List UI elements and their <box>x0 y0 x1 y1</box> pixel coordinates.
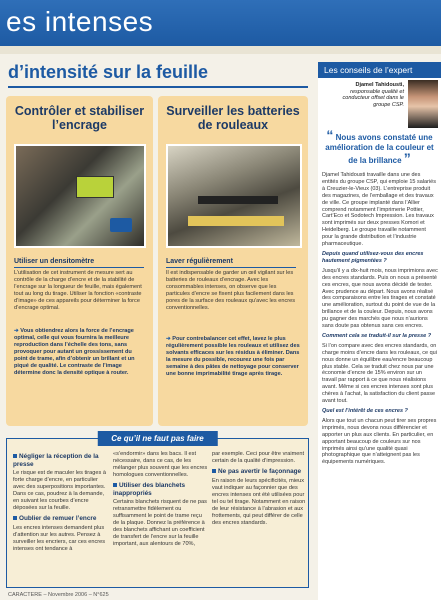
arrow-icon: ➔ <box>14 328 21 334</box>
accessibility-sign-icon <box>110 218 132 232</box>
console-screen <box>76 176 114 198</box>
header-title: es intenses <box>6 6 154 37</box>
interview-question: Comment cela se traduit-il sur la presse ? <box>322 332 432 339</box>
panel-inking-subheading: Utiliser un densitomètre <box>14 258 95 265</box>
bullet-square-icon <box>13 454 17 458</box>
roller-photo <box>166 144 302 248</box>
dont-do-item-text: par exemple. Ceci pour être vraiment certain de la qualité d’impression. <box>212 451 305 464</box>
interview-answer: Jusqu’il y a dix-huit mois, nous imprimions avec des encres standards. Puis on nous a présenté ces encres, que nous avons décidé de tester. Avec prudence au départ. Nous avons réalisé des comparaisons entre les tirages et constaté une amélioration, surtout du point de vue de la brillance et de la couleur. Depuis, nous avons pu gagner des marchés que nous n’aurions sans doute pas obtenus sans ces encres. <box>322 267 438 330</box>
dont-do-heading: Ce qu’il ne faut pas faire <box>97 431 217 446</box>
press-console-photo <box>14 144 146 248</box>
dont-do-box <box>6 434 309 588</box>
subheading-rule <box>166 267 296 268</box>
panel-rollers-callout-text: Pour contrebalancer cet effet, lavez le plus régulièrement possible les rouleaux et utilisez des solvants efficaces sur les résidus à éliminer. Dans la mesure du possible, recourez une fois par semaine à des pâtes de nettoyage pour conserver une bonne imprimabilité tirage après tirage. <box>166 336 300 377</box>
interview-answer: Alors que tout un chacun peut tirer ses propres imprimés, nous devons nous différencier et apporter un plus aux clients. En particulier, en apportant beaucoup de couleurs sur nos imprimés ainsi qu’une qualité quasi photographique que n’atteignent pas les équipements numériques. <box>322 417 437 466</box>
panel-inking <box>6 96 153 426</box>
roller-bar-yellow <box>188 216 284 226</box>
panel-rollers <box>158 96 308 426</box>
panel-rollers-heading: Surveiller les batteries de rouleaux <box>166 104 300 132</box>
subheading-rule <box>14 267 144 268</box>
interview-answer: Si l’on compare avec des encres standards, on charge moins d’encre dans les rouleaux, ce qui nous donne un équilibre eau/encre beaucoup plus stable. Cela se traduit chez nous par une économie d’encre de 15% environ sur un travail par rapport à ce que nous réalisions avant. Même si ces encres intenses sont plus chères à l’achat, la satisfaction du client passe avant tout. <box>322 342 437 405</box>
open-quote-icon: “ <box>326 127 334 143</box>
dont-do-item-text: Le risque est de maculer les tirages à forte charge d’encre, en particulier avec des superpositions importantes. Dans ce cas, poudrez à la demande, en suivant les courbes d’encre déposées sur la feuille. <box>13 470 106 511</box>
panel-inking-body: L’utilisation de cet instrument de mesure sert au contrôle de la charge d’encre et de la stabilité de l’encrage sur la longueur de feuille, mais également tout au long du tirage. Utiliser la fonction «contraste d’image» de ces appareils pour déterminer la force d’encrage optimal. <box>14 270 142 311</box>
dont-do-item-heading <box>212 468 308 476</box>
bullet-square-icon <box>212 469 216 473</box>
dont-do-col-1 <box>13 451 109 556</box>
interview-intro: Djamel Tahidousti travaille dans une des entités du groupe CSP, qui emploie 15 salariés à Creuzier-le-Vieux (03). L’entreprise produit des magazines, de l’emballage et des travaux de ville. Ce groupe implanté dans l’Allier comprend notamment l’imprimerie Pottier, Cart’Eco et Sodotech Impression. Les travaux sont imprimés sur deux presses Komori et Heidelberg. Le groupe travaille notamment pour la grande distribution et l’industrie pharmaceutique. <box>322 172 436 248</box>
section-title: d’intensité sur la feuille <box>8 62 209 82</box>
expert-bar <box>318 62 441 78</box>
item-title: Négliger la réception de la presse <box>13 453 99 468</box>
expert-bar-label: Les conseils de l’expert <box>324 65 413 75</box>
expert-role: responsable qualité et conducteur offset dans le groupe CSP. <box>342 88 404 108</box>
dont-do-item-text: Les encres intenses demandent plus d’attention sur les autres. Pensez à surveiller les encriers, car ces encres intenses ont tendance à <box>13 524 106 552</box>
expert-interview <box>322 172 438 469</box>
interview-question: Depuis quand utilisez-vous des encres hautement pigmentées ? <box>322 250 424 264</box>
expert-name: Djamel Tahidousti, <box>355 82 404 88</box>
dont-do-item-text: Certains blanchets risquent de ne pas retransmettre fidèlement ou suffisamment le point de trame reçu de la plaque. Donnez la préférence à des blanchets affichant un coefficient de transfert de l’encre sur la feuille important, aux alentours de 70%, <box>113 499 207 547</box>
item-title: Oublier de remuer l’encre <box>19 515 97 522</box>
panel-inking-callout <box>14 328 146 377</box>
panel-inking-callout-text: Vous obtiendrez alors la force de l’encrage optimal, celle qui vous fournira la meilleure reproduction dans l’échelle des tons, sans provoquer pour autant un grossissement du point de trame, afin d’obtenir un brillant et un piqué de qualité. Le contraste de l’image détermine donc la densité optique à router. <box>14 328 135 376</box>
dont-do-item-text: «s’endormir» dans les bacs. Il est nécessaire, dans ce cas, de les mélanger plus souvent que les encres homologues conventionnelles. <box>113 451 208 478</box>
arrow-icon: ➔ <box>166 336 173 342</box>
header-banner <box>0 0 441 46</box>
expert-column <box>318 78 441 600</box>
bullet-square-icon <box>113 483 117 487</box>
page-footer: CARACTERE – Novembre 2006 – N°625 <box>8 592 109 598</box>
roller-bar <box>198 196 278 204</box>
expert-portrait <box>408 80 438 128</box>
panel-rollers-subheading: Laver régulièrement <box>166 258 233 265</box>
dont-do-item-heading <box>13 515 109 523</box>
page-strip <box>0 46 441 54</box>
close-quote-icon: ” <box>403 150 411 166</box>
interview-question: Quel est l’intérêt de ces encres ? <box>322 408 408 414</box>
section-rule <box>8 86 308 88</box>
dont-do-item-heading <box>13 453 109 468</box>
panel-inking-heading: Contrôler et stabiliser l’encrage <box>14 104 145 132</box>
dont-do-col-2 <box>113 451 209 551</box>
bullet-square-icon <box>13 516 17 520</box>
item-title: Utiliser des blanchets inappropriés <box>113 482 186 497</box>
dont-do-item-heading <box>113 482 209 497</box>
panel-rollers-callout <box>166 336 301 378</box>
panel-rollers-body: Il est indispensable de garder un œil vigilant sur les batteries de rouleaux d’encrage. Avec les consommables intenses, on observe que les particules d’encre se fixent plus facilement dans les pores de la surface des rouleaux qu’avec les encres conventionnelles. <box>166 270 296 311</box>
expert-caption <box>324 82 404 108</box>
dont-do-col-3 <box>212 451 308 530</box>
item-title: Ne pas avertir le façonnage <box>218 468 302 475</box>
expert-quote <box>322 127 437 166</box>
dont-do-item-text: En raison de leurs spécificités, mieux vaut indiquer au façonnier que des encres intenses ont été utilisées pour tel ou tel tirage. Notamment en raison de leur résistance à l’abrasion et aux frottements, qui peut différer de celle des encres standards. <box>212 477 306 526</box>
expert-quote-text: Nous avons constaté une amélioration de la couleur et de la brillance <box>325 133 434 165</box>
